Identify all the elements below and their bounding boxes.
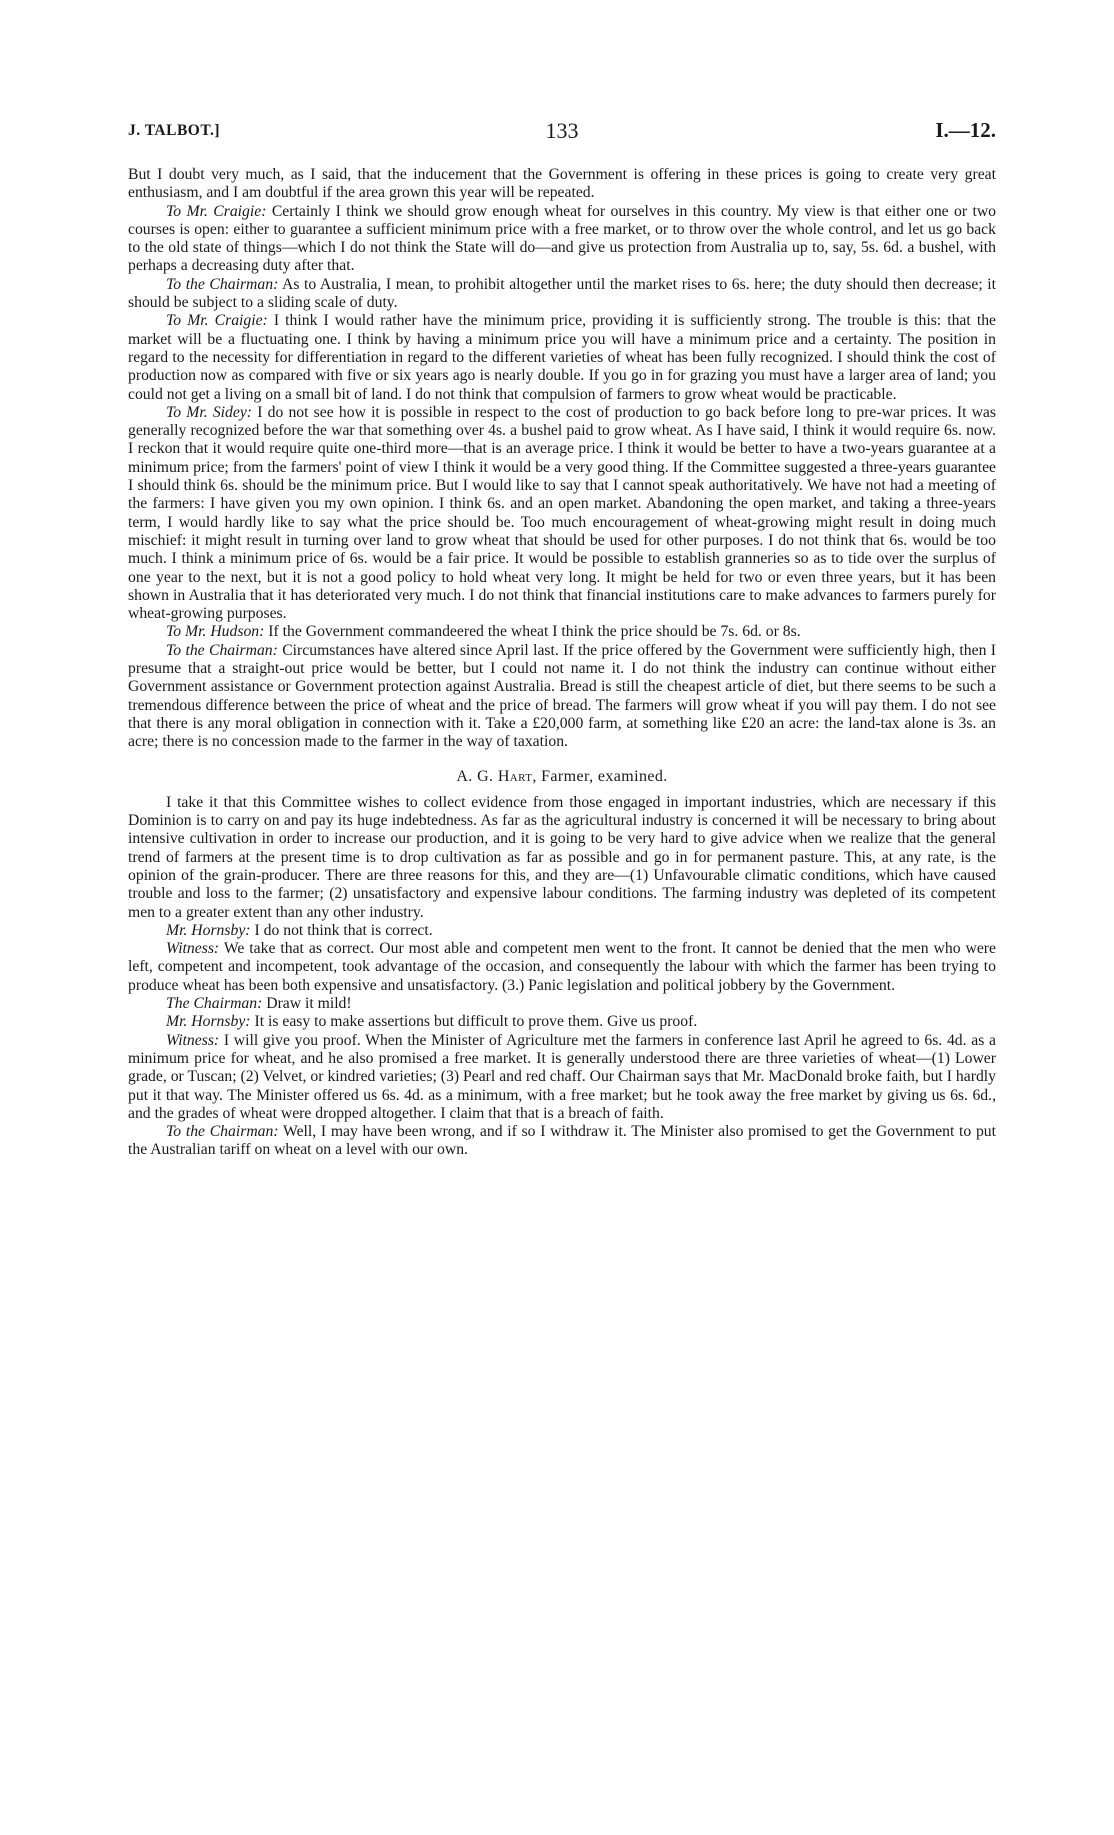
paragraph [128,1032,996,1123]
witness-description: , Farmer, examined. [532,767,668,785]
paragraph-text: I do not think that is correct. [254,921,433,939]
speaker-lead: To the Chairman: [166,1123,279,1141]
paragraph-text: Draw it mild! [266,995,352,1013]
page-number: 133 [545,118,579,143]
speaker-lead: To Mr. Hudson: [166,623,265,641]
page-body [128,166,996,1160]
paragraph-text: I take it that this Committee wishes to collect evidence from those engaged in important industries, which are necessary if this Dominion is to carry on and pay its huge indebtedness. As far as the agricultural industry is concerned it will be necessary to bring about intensive cultivation in order to increase our production, and it is going to be very hard to give advice when we realize that the general trend of farmers at the present time is to drop cultivation as far as possible and go in for permanent pasture. This, at any rate, is the opinion of the grain-producer. There are three reasons for this, and they are—(1) Unfavourable climatic conditions, which have caused trouble and loss to the farmer; (2) unsatisfactory and expensive labour conditions. The farming industry was depleted of its competent men to a greater extent than any other industry. [128,793,996,921]
paragraph-text: I do not see how it is possible in respect to the cost of production to go back before long to pre-war prices. It was generally recognized before the war that something over 4s. a bushel paid to grow wheat. As I have said, I think it would require 6s. now. I reckon that it would require quite one-third more—that is an average price. I think it would be better to have a two-years guarantee at a minimum price; from the farmers' point of view I think it would be a very good thing. If the Committee suggested a three-years guarantee I should think 6s. should be the minimum price. But I would like to say that I cannot speak authoritatively. We have not had a meeting of the farmers: I have given you my own opinion. I think 6s. and an open market. Abandoning the open market, and taking a three-years term, I would hardly like to say what the price should be. Too much encouragement of wheat-growing might result in doing much mischief: it might result in turning over land to grow wheat that should be used for other purposes. I do not think that 6s. would be too much. I think a minimum price of 6s. would be a fair price. It would be possible to establish granneries so as to tide over the surplus of one year to the next, but it is not a good policy to hold wheat very long. It might be held for two or even three years, but it has been shown in Australia that it has deteriorated very much. I do not think that financial institutions care to make advances to farmers purely for wheat-growing purposes. [128,403,996,623]
paragraph [128,203,996,276]
speaker-lead: Mr. Hornsby: [166,1013,251,1031]
speaker-lead: To Mr. Craigie: [166,312,268,330]
paragraph-text: Certainly I think we should grow enough wheat for ourselves in this country. My view is that either one or two courses is open: either to guarantee a sufficient minimum price with a free market, or to throw over the whole control, and let us go back to the old state of things—which I do not think the State will do—and give us protection from Australia up to, say, 5s. 6d. a bushel, with perhaps a decreasing duty after that. [128,202,997,275]
paragraph-text: I think I would rather have the minimum price, providing it is sufficiently strong. The trouble is this: that the market will be a fluctuating one. I think by having a minimum price you will have a minimum price and a certainty. The position in regard to the necessity for differentiation in regard to the different varieties of wheat has been fully recognized. I should think the cost of production now as compared with five or six years ago is nearly double. If you go in for grazing you must have a larger area of land; you could not get a living on a small bit of land. I do not think that compulsion of farmers to grow wheat would be practicable. [128,312,996,403]
speaker-lead: Witness: [166,1031,220,1049]
paragraph [128,1013,996,1031]
header-document-reference: I.—12. [935,118,996,142]
paragraph [128,276,996,313]
paragraph [128,312,996,403]
paragraph [128,404,996,624]
paragraph-text: Circumstances have altered since April last. If the price offered by the Government were sufficiently high, then I presume that a straight-out price would be better, but I could not name it. I do not think the industry can continue without either Government assistance or Government protection against Australia. Bread is still the cheapest article of diet, but there seems to be such a tremendous difference between the price of wheat and the price of bread. The farmers will grow wheat if you will pay them. I do not see that there is any moral obligation in connection with it. Take a £20,000 farm, at something like £20 an acre: the land-tax alone is 3s. an acre; there is no concession made to the farmer in the way of taxation. [128,641,996,751]
paragraph [128,1123,996,1160]
speaker-lead: To Mr. Craigie: [166,202,267,220]
speaker-lead: To the Chairman: [166,641,278,659]
witness-heading [128,768,996,786]
paragraph [128,642,996,752]
paragraph-text: I will give you proof. When the Minister of Agriculture met the farmers in conference last April he agreed to 6s. 4d. as a minimum price for wheat, and he also promised a free market. It is generally understood there are three varieties of wheat—(1) Lower grade, or Tuscan; (2) Velvet, or kindred varieties; (3) Pearl and red chaff. Our Chairman says that Mr. MacDonald broke faith, but I hardly put it that way. The Minister offered us 6s. 4d. as a minimum, with a free market; but he took away the free market by giving us 6s. 6d., and the grades of wheat were dropped altogether. I claim that that is a breach of faith. [128,1031,996,1122]
paragraph-text: Well, I may have been wrong, and if so I withdraw it. The Minister also promised to get the Government to put the Australian tariff on wheat on a level with our own. [128,1123,996,1159]
paragraph [128,623,996,641]
page-header [128,118,996,146]
paragraph-text: If the Government commandeered the wheat I think the price should be 7s. 6d. or 8s. [268,623,801,641]
paragraph [128,166,996,203]
speaker-lead: To the Chairman: [166,275,279,293]
speaker-lead: Witness: [166,940,220,958]
paragraph [128,922,996,940]
witness-name: A. G. Hart [456,767,533,785]
paragraph [128,794,996,922]
paragraph-text: It is easy to make assertions but difficult to prove them. Give us proof. [254,1013,698,1031]
speaker-lead: The Chairman: [166,995,263,1013]
paragraph-text: But I doubt very much, as I said, that the inducement that the Government is offering in these prices is going to create very great enthusiasm, and I am doubtful if the area grown this year will be repeated. [128,166,996,202]
paragraph [128,995,996,1013]
paragraph [128,940,996,995]
paragraph-text: As to Australia, I mean, to prohibit altogether until the market rises to 6s. here; the duty should then decrease; it should be subject to a sliding scale of duty. [128,275,996,312]
speaker-lead: Mr. Hornsby: [166,921,251,939]
speaker-lead: To Mr. Sidey: [166,403,253,421]
paragraph-text: We take that as correct. Our most able and competent men went to the front. It cannot be denied that the men who were left, competent and incompetent, took advantage of the occasion, and consequently the labour with which the farmer has been trying to produce wheat has been both expensive and unsatisfactory. (3.) Panic legislation and political jobbery by the Government. [128,940,996,994]
header-witness-name: J. TALBOT.] [128,122,221,139]
